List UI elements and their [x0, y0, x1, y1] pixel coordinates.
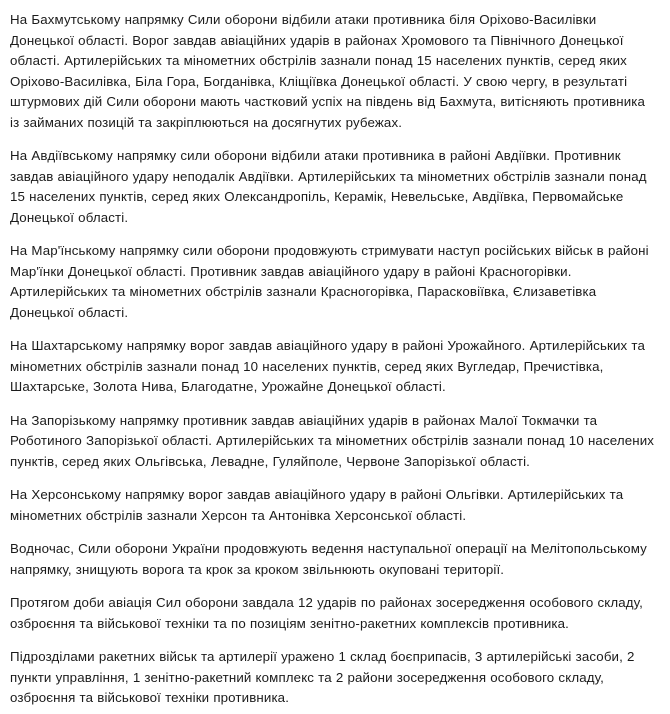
- paragraph-aviation-strikes: Протягом доби авіація Сил оборони завдала 12 ударів по районах зосередження особового складу, озброєння та військової техніки та по позиціям зенітно-ракетних комплексів противника.: [10, 595, 643, 631]
- paragraph-rocket-artillery: Підрозділами ракетних військ та артилерії уражено 1 склад боєприпасів, 3 артилерійські засоби, 2 пункти управління, 1 зенітно-ракетний комплекс та 2 райони зосередження особового складу, озброєння та військової техніки противника.: [10, 649, 635, 705]
- paragraph-shakhtarske: На Шахтарському напрямку ворог завдав авіаційного удару в районі Урожайного. Артилерійських та мінометних обстрілів зазнали понад 10 населених пунктів, серед яких Вугледар, Пречистівка, Шахтарське, Золота Нива, Благодатне, Урожайне Донецької області.: [10, 338, 646, 394]
- paragraph-zaporizhzhia: На Запорізькому напрямку противник завдав авіаційних ударів в районах Малої Токмачки та Роботиного Запорізької області. Артилерійських та мінометних обстрілів зазнали понад 10 населених пунктів, серед яких Ольгівська, Левадне, Гуляйполе, Червоне Запорізької області.: [10, 412, 655, 469]
- paragraph-bakhmut: На Бахмутському напрямку Сили оборони відбили атаки противника біля Оріхово-Василівки Донецької області. Ворог завдав авіаційних ударів в районах Хромового та Північного Донецької області. Артилерійських та мінометних обстрілів зазнали понад 15 населених пунктів, серед яких Оріхово-Василівка, Біла Гора, Богданівка, Кліщіївка Донецької області. У свою чергу, в результаті штурмових дій Сили оборони мають частковий успіх на південь від Бахмута, витісняють противника із займаних позицій та закріплюються на досягнутих рубежах.: [10, 12, 646, 130]
- paragraph-avdiivka: На Авдіївському напрямку сили оборони відбили атаки противника в районі Авдіївки. Противник завдав авіаційного удару неподалік Авдіївки. Артилерійських та мінометних обстрілів зазнали понад 15 населених пунктів, серед яких Олександропіль, Керамік, Невельське, Авдіївка, Первомайське Донецької області.: [10, 148, 647, 225]
- paragraph-marinka: На Мар'їнському напрямку сили оборони продовжують стримувати наступ російських військ в районі Мар'їнки Донецької області. Противник завдав авіаційного удару в районі Красногорівки. Артилерійських та мінометних обстрілів зазнали Красногорівка, Парасковіївка, Єлизаветівка Донецької області.: [10, 243, 649, 320]
- paragraph-kherson: На Херсонському напрямку ворог завдав авіаційного удару в районі Ольгівки. Артилерійських та мінометних обстрілів зазнали Херсон та Антонівка Херсонської області.: [10, 487, 624, 523]
- paragraph-melitopol: Водночас, Сили оборони України продовжують ведення наступальної операції на Мелітопольському напрямку, знищують ворога та крок за кроком звільнюють окуповані території.: [10, 541, 647, 577]
